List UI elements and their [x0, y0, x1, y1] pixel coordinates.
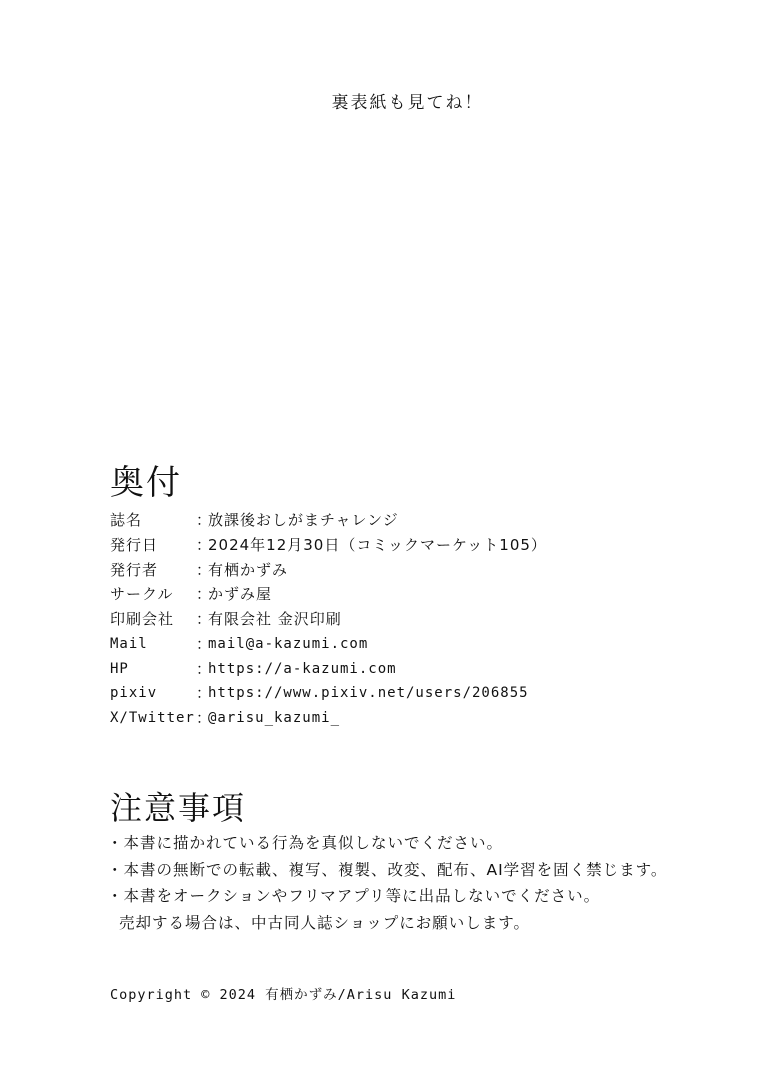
notice-item: ・本書をオークションやフリマアプリ等に出品しないでください。 [107, 887, 601, 905]
notice-item: ・本書に描かれている行為を真似しないでください。 [107, 834, 504, 852]
colophon-row-publisher [110, 558, 547, 583]
colophon-row-pixiv [110, 681, 547, 706]
colophon-label: 発行日 [110, 535, 159, 554]
colophon-label: サークル [110, 585, 174, 604]
notice-item: ・本書の無断での転載、複写、複製、改変、配布、AI学習を固く禁じます。 [107, 860, 668, 879]
colophon-separator: ： [196, 511, 212, 529]
homepage-url: https://a-kazumi.com [208, 660, 397, 677]
colophon-separator: ： [196, 684, 212, 703]
colophon-label: X/Twitter [110, 710, 195, 726]
colophon-row-twitter [110, 706, 547, 731]
colophon-value: 有限会社 金沢印刷 [208, 610, 342, 628]
colophon-row-circle [110, 582, 547, 607]
colophon-row-printer [110, 607, 547, 632]
twitter-handle: @arisu_kazumi_ [208, 710, 341, 726]
colophon-row-mail [110, 632, 547, 657]
colophon-label: 発行者 [110, 560, 159, 579]
colophon-label: 印刷会社 [110, 610, 175, 628]
colophon-heading: 奥付 [110, 463, 182, 503]
colophon-label: pixiv [110, 685, 158, 702]
colophon-separator: ： [196, 585, 212, 604]
copyright-notice: Copyright © 2024 有栖かずみ/Arisu Kazumi [110, 987, 457, 1003]
colophon-row-title [110, 508, 547, 533]
colophon-separator: ： [196, 659, 212, 678]
colophon-separator: ： [196, 634, 212, 653]
mail-address: mail@a-kazumi.com [208, 635, 369, 652]
colophon-separator: ： [196, 560, 212, 579]
colophon-value: 放課後おしがまチャレンジ [208, 511, 399, 529]
colophon-table [110, 508, 547, 731]
colophon-separator: ： [196, 610, 212, 628]
notice-heading: 注意事項 [110, 789, 247, 827]
pixiv-url: https://www.pixiv.net/users/206855 [208, 685, 529, 702]
notice-list [107, 830, 667, 936]
colophon-label: HP [110, 660, 129, 677]
colophon-value: かずみ屋 [208, 585, 273, 604]
colophon-label: Mail [110, 635, 148, 652]
notice-item: 売却する場合は、中古同人誌ショップにお願いします。 [119, 913, 530, 932]
back-cover-note: 裏表紙も見てね！ [331, 93, 484, 113]
colophon-label: 誌名 [110, 511, 143, 529]
colophon-row-date [110, 533, 547, 558]
colophon-value: 有栖かずみ [208, 560, 289, 579]
colophon-value: 2024年12月30日（コミックマーケット105） [208, 535, 547, 554]
colophon-row-hp [110, 657, 547, 682]
colophon-separator: ： [196, 709, 212, 727]
colophon-separator: ： [196, 535, 212, 554]
